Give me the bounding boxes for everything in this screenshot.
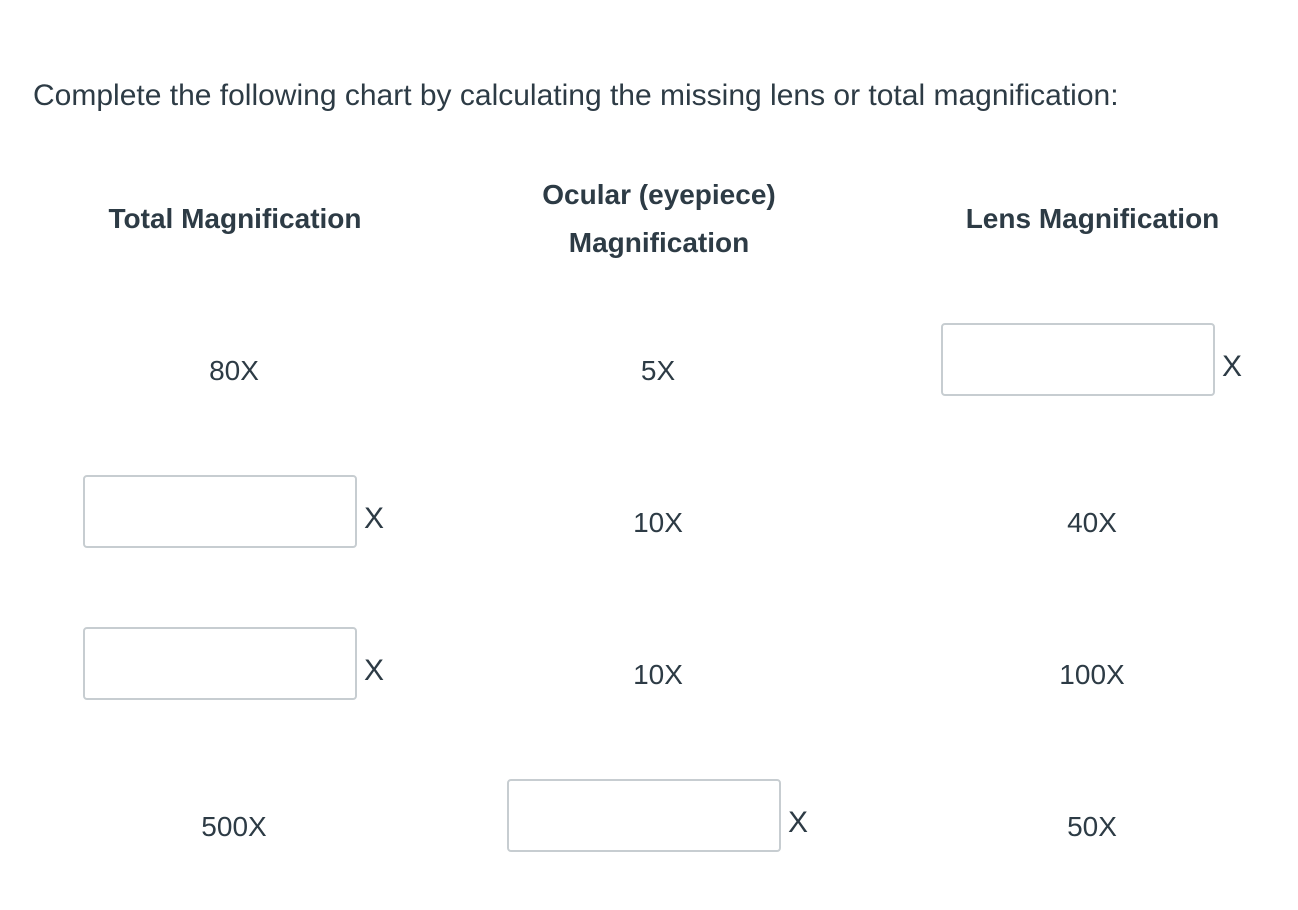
- row3-total-input[interactable]: [83, 627, 357, 700]
- row4-total-value: 500X: [201, 811, 267, 842]
- row3-total-unit: X: [364, 654, 385, 687]
- row2-ocular-value: 10X: [633, 507, 683, 538]
- row3-lens-value: 100X: [1059, 659, 1125, 690]
- row1-total-value: 80X: [209, 355, 259, 386]
- row4-ocular-input[interactable]: [507, 779, 781, 852]
- question-prompt: Complete the following chart by calculating the missing lens or total magnification:: [33, 79, 1119, 112]
- row1-lens-input[interactable]: [941, 323, 1215, 396]
- row3-ocular-value: 10X: [633, 659, 683, 690]
- row2-lens-value: 40X: [1067, 507, 1117, 538]
- header-ocular-magnification: [470, 171, 848, 267]
- header-ocular-line2: Magnification: [568, 227, 750, 258]
- row2-total-input[interactable]: [83, 475, 357, 548]
- row4-lens-value: 50X: [1067, 811, 1117, 842]
- row4-ocular-unit: X: [788, 806, 809, 839]
- row2-total-unit: X: [364, 502, 385, 535]
- row1-ocular-value: 5X: [640, 355, 676, 386]
- row1-lens-unit: X: [1222, 350, 1243, 383]
- header-total-magnification: Total Magnification: [108, 203, 362, 234]
- header-ocular-line1: Ocular (eyepiece): [542, 179, 776, 210]
- header-lens-magnification: Lens Magnification: [965, 203, 1220, 234]
